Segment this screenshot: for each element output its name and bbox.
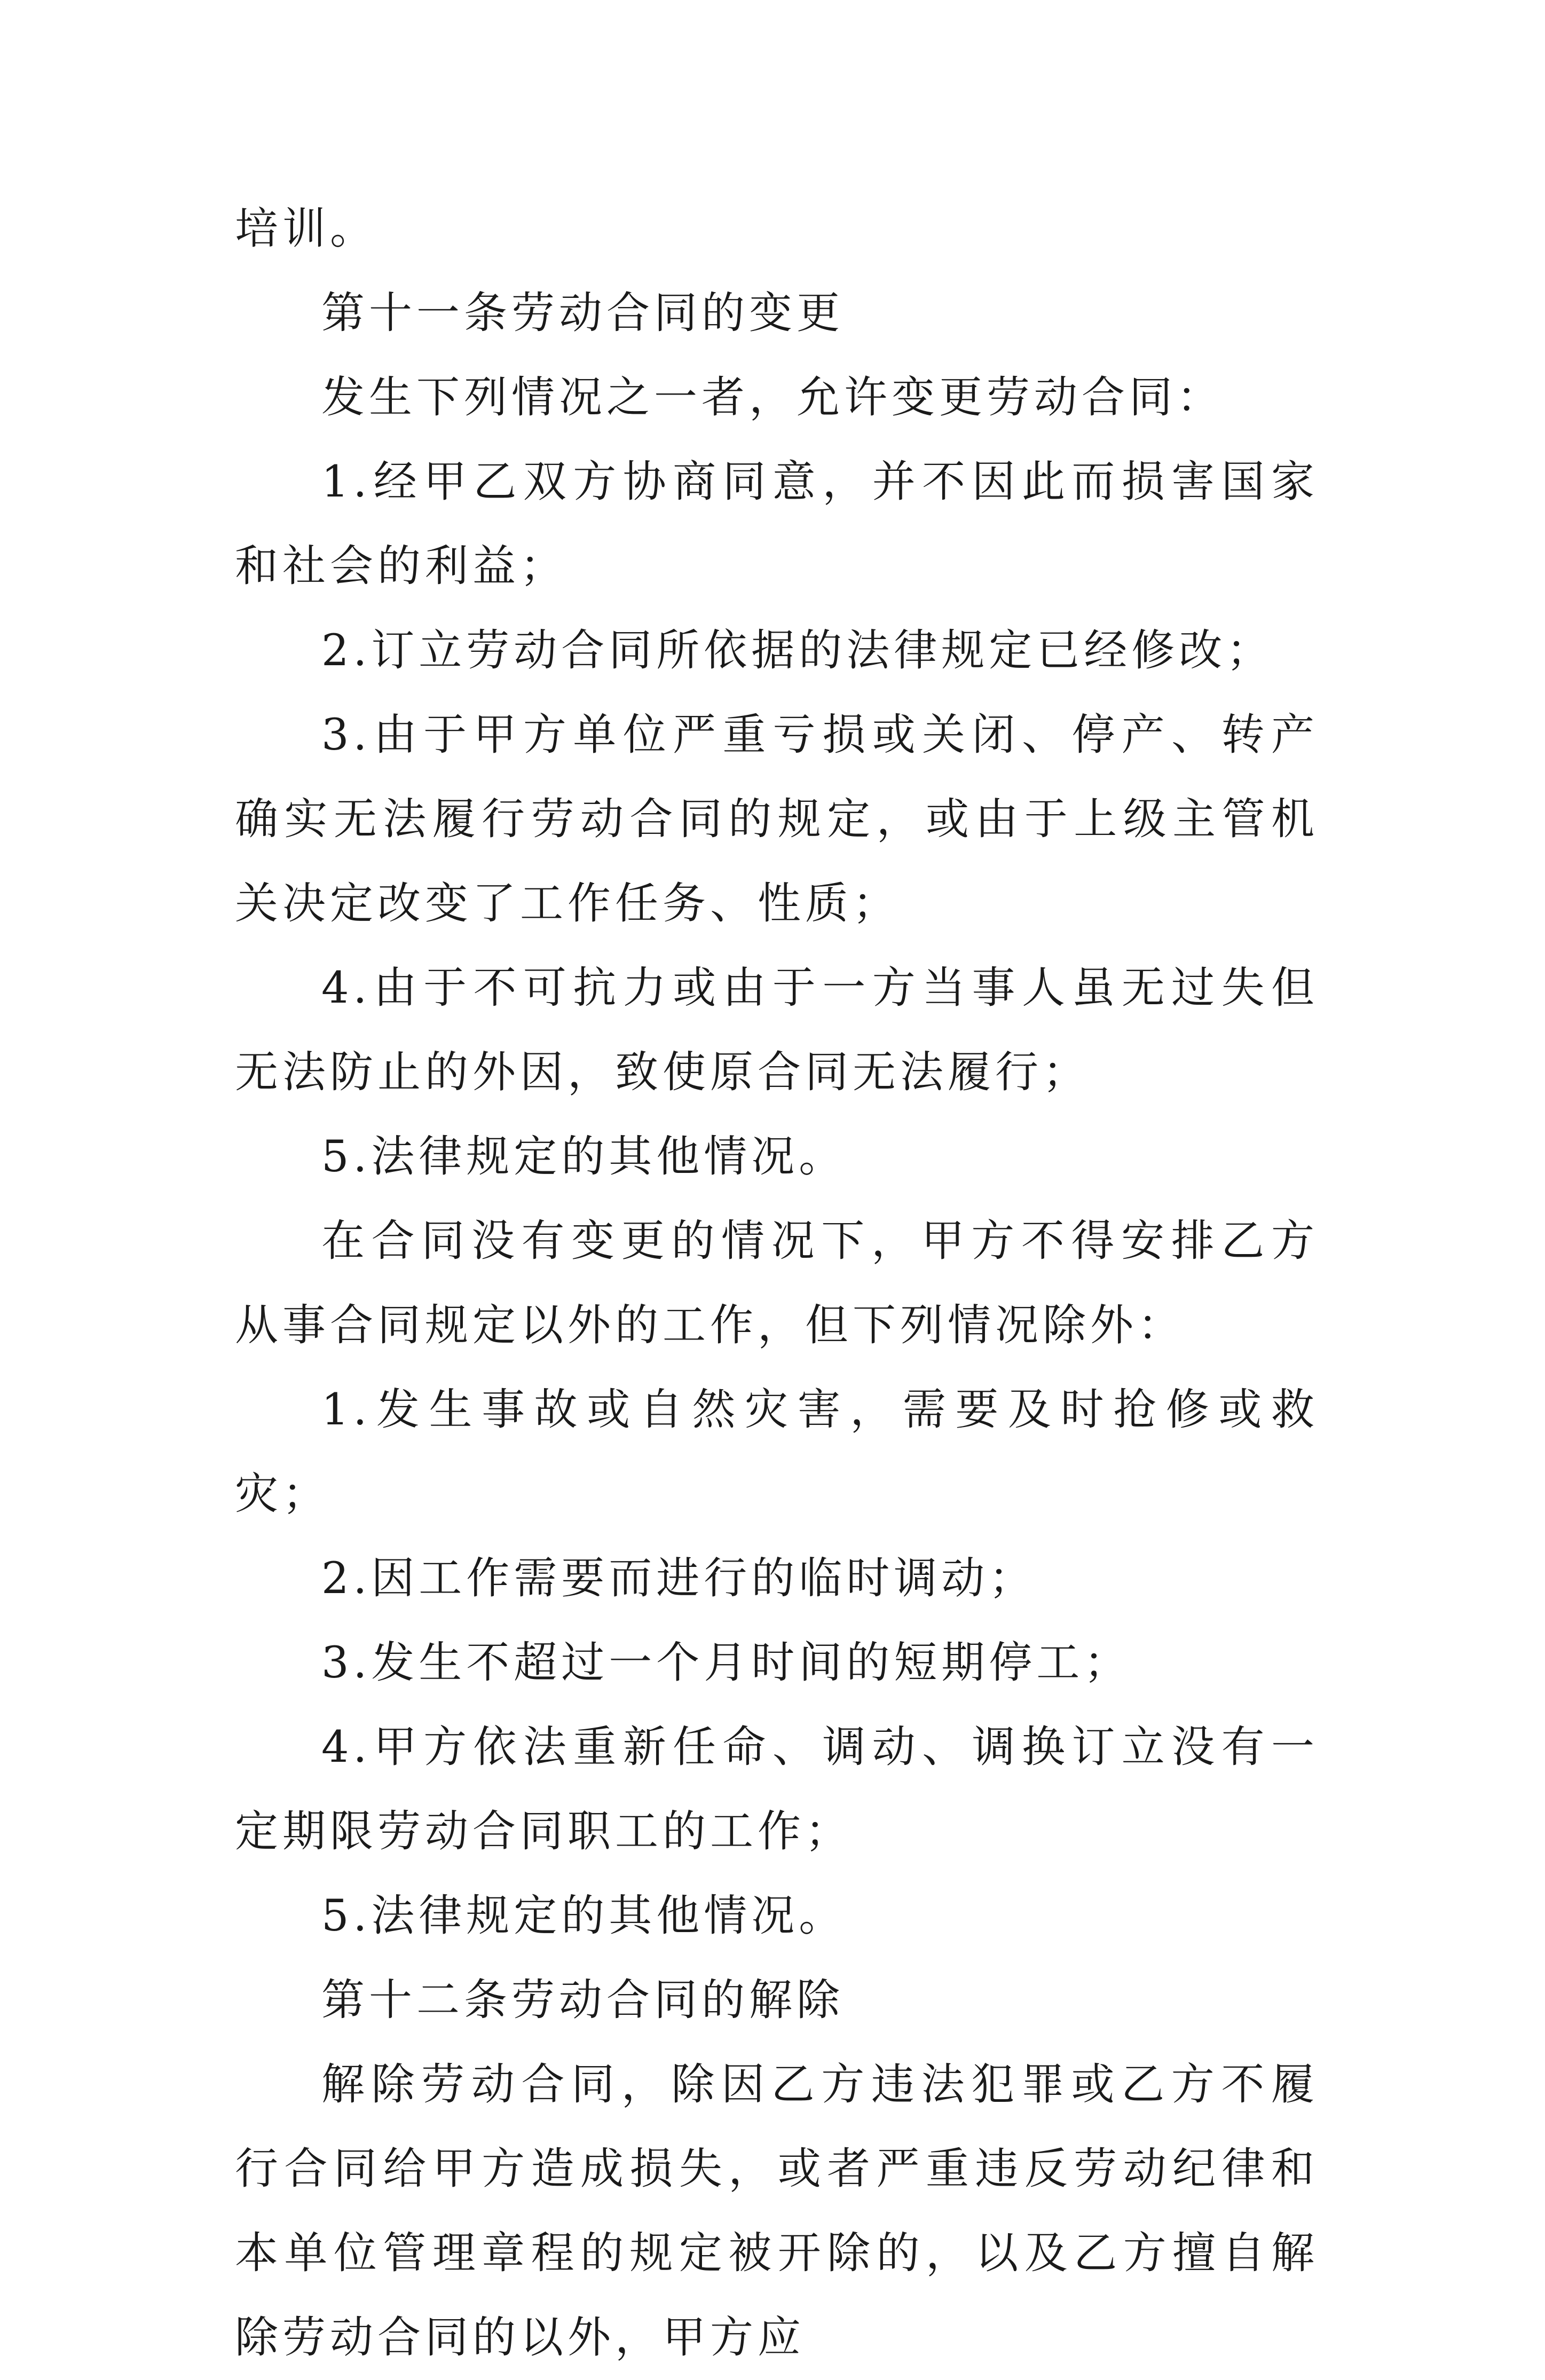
list-item: 1.经甲乙双方协商同意，并不因此而损害国家和社会的利益； (235, 457, 1319, 592)
paragraph-continuation: 培训。 (235, 204, 378, 254)
article-12-heading: 第十二条劳动合同的解除 (321, 1975, 845, 2026)
paragraph: 发生下列情况之一者，允许变更劳动合同： (321, 373, 1225, 423)
document-body (235, 187, 1319, 2380)
list-item: 3.由于甲方单位严重亏损或关闭、停产、转产确实无法履行劳动合同的规定，或由于上级主管机关决定改变了工作任务、性质； (235, 710, 1319, 929)
list-item: 4.甲方依法重新任命、调动、调换订立没有一定期限劳动合同职工的工作； (235, 1722, 1319, 1857)
list-item: 2.因工作需要而进行的临时调动； (321, 1554, 1037, 1604)
paragraph: 在合同没有变更的情况下，甲方不得安排乙方从事合同规定以外的工作，但下列情况除外： (235, 1216, 1319, 1351)
list-item: 5.法律规定的其他情况。 (321, 1891, 847, 1941)
list-item: 2.订立劳动合同所依据的法律规定已经修改； (321, 626, 1274, 676)
list-item: 4.由于不可抗力或由于一方当事人虽无过失但无法防止的外因，致使原合同无法履行； (235, 963, 1319, 1098)
list-item: 3.发生不超过一个月时间的短期停工； (321, 1638, 1132, 1688)
list-item: 5.法律规定的其他情况。 (321, 1132, 847, 1182)
list-item: 1.发生事故或自然灾害，需要及时抢修或救灾； (235, 1385, 1319, 1519)
paragraph: 解除劳动合同，除因乙方违法犯罪或乙方不履行合同给甲方造成损失，或者严重违反劳动纪律和本单位管理章程的规定被开除的，以及乙方擅自解除劳动合同的以外，甲方应 (235, 2060, 1319, 2363)
article-11-heading: 第十一条劳动合同的变更 (321, 288, 845, 338)
